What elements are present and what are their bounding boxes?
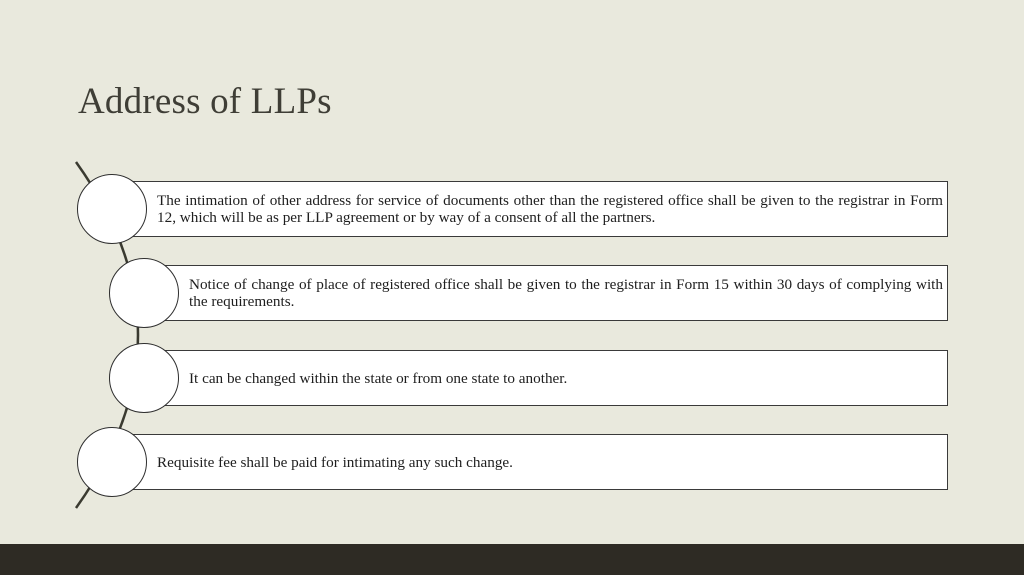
list-item-marker-3 [109, 343, 179, 413]
list-item-box-4 [130, 434, 948, 490]
list-item-text-4: Requisite fee shall be paid for intimating any such change. [157, 453, 513, 471]
footer-bar [0, 544, 1024, 575]
slide-title: Address of LLPs [78, 81, 332, 122]
list-item-box-3 [130, 350, 948, 406]
list-item-box-2 [130, 265, 948, 321]
list-item-marker-4 [77, 427, 147, 497]
list-item-marker-2 [109, 258, 179, 328]
list-item-text-3: It can be changed within the state or from one state to another. [189, 369, 568, 387]
list-item-text-1: The intimation of other address for service of documents other than the registered office shall be given to the registrar in Form 12, which will be as per LLP agreement or by way of a consent of all the partners. [157, 192, 943, 226]
list-item-box-1 [130, 181, 948, 237]
list-item-text-2: Notice of change of place of registered office shall be given to the registrar in Form 15 within 30 days of complying with the requirements. [189, 276, 943, 310]
list-item-marker-1 [77, 174, 147, 244]
